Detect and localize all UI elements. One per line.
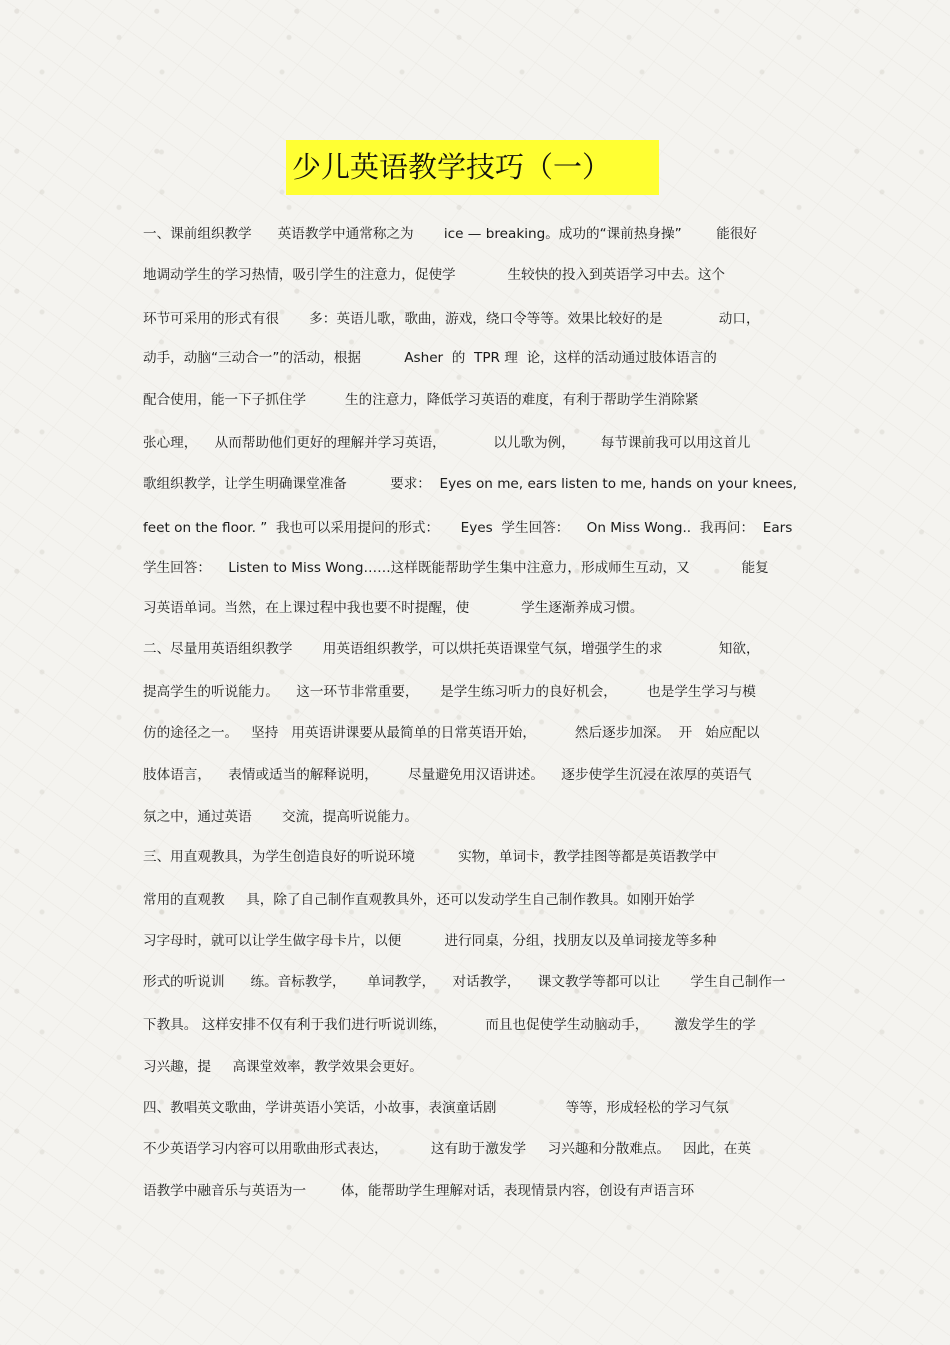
text-line: 环节可采用的形式有很 多：英语儿歌，歌曲，游戏，绕口令等等。效果比较好的是 动口， bbox=[143, 311, 760, 327]
text-line: 三、用直观教具，为学生创造良好的听说环境 实物，单词卡，教学挂图等都是英语教学中 bbox=[143, 849, 717, 865]
text-line: 形式的听说训 练。音标教学， 单词教学， 对话教学， 课文教学等都可以让 学生自己制作一 bbox=[143, 974, 786, 990]
text-line: 歌组织教学，让学生明确课堂准备 要求： Eyes on me, ears listen to me, hands on your knees, bbox=[143, 476, 797, 492]
text-line: 动手，动脑“三动合一”的活动，根据 Asher 的 TPR 理 论，这样的活动通过肢体语言的 bbox=[143, 350, 717, 366]
text-line: 下教具。 这样安排不仅有利于我们进行听说训练， 而且也促使学生动脑动手， 激发学生的学 bbox=[143, 1017, 756, 1033]
text-line: 提高学生的听说能力。 这一环节非常重要， 是学生练习听力的良好机会， 也是学生学习与模 bbox=[143, 684, 756, 700]
text-line: 四、教唱英文歌曲，学讲英语小笑话，小故事，表演童话剧 等等，形成轻松的学习气氛 bbox=[143, 1100, 729, 1116]
text-line: 语教学中融音乐与英语为一 体，能帮助学生理解对话，表现情景内容，创设有声语言环 bbox=[143, 1183, 695, 1199]
text-line: 不少英语学习内容可以用歌曲形式表达， 这有助于激发学 习兴趣和分散难点。 因此，在英 bbox=[143, 1141, 751, 1157]
text-line: 肢体语言， 表情或适当的解释说明， 尽量避免用汉语讲述。 逐步使学生沉浸在浓厚的英语气 bbox=[143, 767, 752, 783]
text-line: feet on the floor. ” 我也可以采用提问的形式： Eyes 学生回答： On Miss Wong.. 我再问： Ears bbox=[143, 520, 793, 536]
text-line: 地调动学生的学习热情，吸引学生的注意力，促使学 生较快的投入到英语学习中去。这个 bbox=[143, 267, 726, 283]
text-line: 配合使用，能一下子抓住学 生的注意力，降低学习英语的难度，有利于帮助学生消除紧 bbox=[143, 392, 699, 408]
text-line: 习英语单词。当然，在上课过程中我也要不时提醒，使 学生逐渐养成习惯。 bbox=[143, 600, 644, 616]
text-line: 一、课前组织教学 英语教学中通常称之为 ice — breaking。成功的“课前热身操” 能很好 bbox=[143, 226, 757, 242]
document-title: 少儿英语教学技巧（一） bbox=[286, 140, 659, 195]
text-line: 学生回答： Listen to Miss Wong……这样既能帮助学生集中注意力，形成师生互动，又 能复 bbox=[143, 560, 769, 576]
text-line: 张心理， 从而帮助他们更好的理解并学习英语， 以儿歌为例， 每节课前我可以用这首儿 bbox=[143, 435, 751, 451]
text-line: 习字母时，就可以让学生做字母卡片，以便 进行同桌，分组，找朋友以及单词接龙等多种 bbox=[143, 933, 717, 949]
text-line: 二、尽量用英语组织教学 用英语组织教学，可以烘托英语课堂气氛，增强学生的求 知欲， bbox=[143, 641, 760, 657]
text-line: 仿的途径之一。 坚持 用英语讲课要从最简单的日常英语开始， 然后逐步加深。 开 始应配以 bbox=[143, 725, 760, 741]
text-line: 常用的直观教 具，除了自己制作直观教具外，还可以发动学生自己制作教具。如刚开始学 bbox=[143, 892, 695, 908]
text-line: 习兴趣，提 高课堂效率，教学效果会更好。 bbox=[143, 1059, 423, 1075]
text-line: 氛之中，通过英语 交流，提高听说能力。 bbox=[143, 809, 418, 825]
